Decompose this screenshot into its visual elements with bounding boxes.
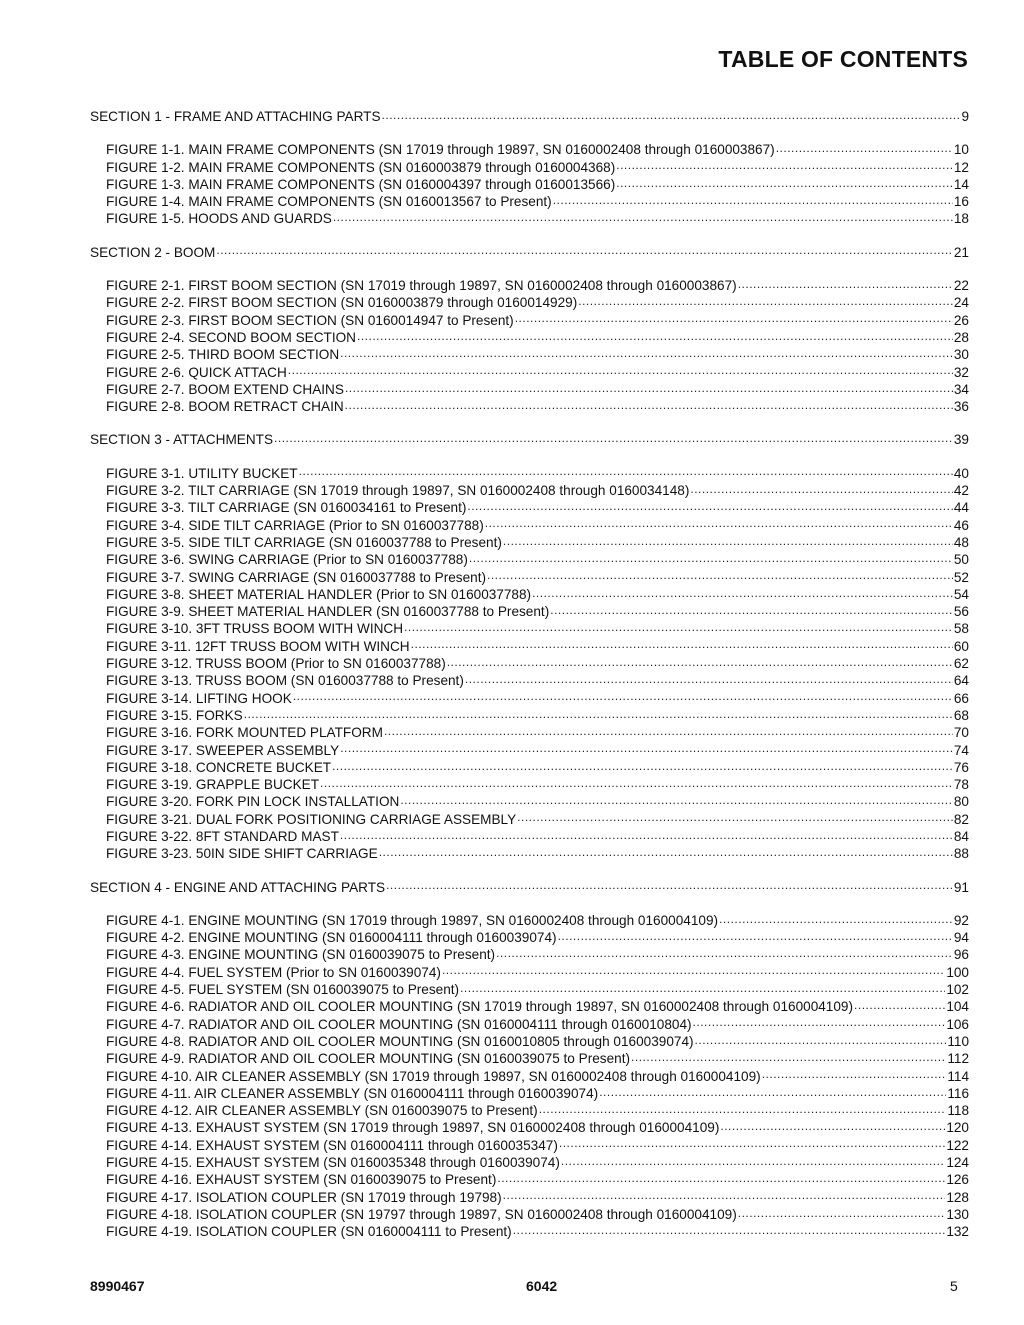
figure-title: FIGURE 4-16. EXHAUST SYSTEM (SN 0160039075 to Present) [106,1172,497,1188]
toc-figure-entry[interactable] [90,277,969,294]
dot-leader [345,382,953,394]
figure-page-number: 94 [953,930,969,946]
page-title: TABLE OF CONTENTS [718,46,968,72]
section-page-number: 39 [953,432,969,448]
dot-leader [515,313,953,325]
figure-page-number: 46 [953,517,969,533]
section-title: SECTION 4 - ENGINE AND ATTACHING PARTS [90,879,386,895]
dot-leader [599,1086,946,1098]
toc-figure-entry[interactable] [90,1137,969,1154]
figure-page-number: 16 [953,194,969,210]
dot-leader [447,656,953,668]
dot-leader [719,913,953,925]
figure-title: FIGURE 3-10. 3FT TRUSS BOOM WITH WINCH [106,621,404,637]
dot-leader [340,829,953,841]
figure-page-number: 32 [953,364,969,380]
dot-leader [485,518,953,530]
toc-figure-entry[interactable] [90,534,969,551]
dot-leader [288,365,953,377]
figure-page-number: 50 [953,552,969,568]
figure-title: FIGURE 4-7. RADIATOR AND OIL COOLER MOUNTING (SN 0160004111 through 0160010804) [106,1016,692,1032]
dot-leader [496,947,953,959]
figure-page-number: 64 [953,673,969,689]
dot-leader [550,604,953,616]
figure-title: FIGURE 1-1. MAIN FRAME COMPONENTS (SN 17019 through 19897, SN 0160002408 through 0160003867) [106,142,775,158]
dot-leader [332,760,953,772]
toc-figure-entry[interactable] [90,551,969,568]
dot-leader [293,691,953,703]
toc-section-entry[interactable] [90,431,969,448]
toc-figure-entry[interactable] [90,742,969,759]
section-title: SECTION 2 - BOOM [90,244,216,260]
figure-title: FIGURE 3-4. SIDE TILT CARRIAGE (Prior to SN 0160037788) [106,517,484,533]
figure-title: FIGURE 3-8. SHEET MATERIAL HANDLER (Prior to SN 0160037788) [106,586,532,602]
figure-title: FIGURE 3-11. 12FT TRUSS BOOM WITH WINCH [106,638,410,654]
dot-leader [379,846,953,858]
section-page-number: 9 [961,109,969,124]
figure-page-number: 110 [947,1033,969,1049]
figure-page-number: 120 [946,1120,969,1136]
toc-figure-entry[interactable] [90,346,969,363]
figure-title: FIGURE 4-2. ENGINE MOUNTING (SN 0160004111 through 0160039074) [106,930,557,946]
figure-page-number: 48 [953,534,969,550]
section-page-number: 21 [953,244,969,260]
toc-figure-entry[interactable] [90,465,969,482]
figure-title: FIGURE 2-3. FIRST BOOM SECTION (SN 0160014947 to Present) [106,312,514,328]
figure-page-number: 68 [953,707,969,723]
section-title: SECTION 3 - ATTACHMENTS [90,432,274,448]
figure-title: FIGURE 3-13. TRUSS BOOM (SN 0160037788 to Present) [106,673,464,689]
dot-leader [340,743,953,755]
figure-title: FIGURE 2-6. QUICK ATTACH [106,364,287,380]
figure-page-number: 118 [947,1103,969,1119]
figure-page-number: 92 [953,912,969,928]
toc-figure-entry[interactable] [90,1154,969,1171]
figure-page-number: 112 [947,1051,969,1067]
dot-leader [274,432,953,444]
figure-title: FIGURE 4-12. AIR CLEANER ASSEMBLY (SN 0160039075 to Present) [106,1103,538,1119]
toc-figure-entry[interactable] [90,845,969,862]
figure-page-number: 88 [953,846,969,862]
figure-title: FIGURE 3-9. SHEET MATERIAL HANDLER (SN 0160037788 to Present) [106,604,550,620]
figure-page-number: 78 [953,777,969,793]
toc-figure-entry[interactable] [90,998,969,1015]
figure-page-number: 122 [946,1137,969,1153]
dot-leader [382,109,961,121]
figure-page-number: 12 [953,159,969,175]
dot-leader [244,708,953,720]
toc-figure-entry[interactable] [90,1033,969,1050]
dot-leader [467,500,952,512]
figure-title: FIGURE 3-17. SWEEPER ASSEMBLY [106,742,340,758]
figure-title: FIGURE 1-4. MAIN FRAME COMPONENTS (SN 0160013567 to Present) [106,194,552,210]
figure-title: FIGURE 2-7. BOOM EXTEND CHAINS [106,381,344,397]
toc-figure-entry[interactable] [90,210,969,227]
toc-figure-entry[interactable] [90,759,969,776]
dot-leader [578,295,953,307]
dot-leader [695,1034,947,1046]
figure-title: FIGURE 3-18. CONCRETE BUCKET [106,759,332,775]
toc-section-entry[interactable] [90,108,969,125]
dot-leader [465,673,953,685]
figure-page-number: 58 [953,621,969,637]
toc-figure-entry[interactable] [90,690,969,707]
toc-figure-entry[interactable] [90,776,969,793]
dot-leader [539,1103,947,1115]
figure-title: FIGURE 2-2. FIRST BOOM SECTION (SN 0160003879 through 0160014929) [106,295,578,311]
figure-title: FIGURE 1-2. MAIN FRAME COMPONENTS (SN 0160003879 through 0160004368) [106,159,616,175]
figure-page-number: 24 [953,295,969,311]
dot-leader [532,587,953,599]
page-number: 5 [950,1278,958,1294]
figure-page-number: 18 [953,211,969,227]
figure-page-number: 104 [946,999,969,1015]
dot-leader [631,1051,946,1063]
toc-figure-entry[interactable] [90,620,969,637]
dot-leader [720,1120,945,1132]
figure-title: FIGURE 3-16. FORK MOUNTED PLATFORM [106,725,383,741]
figure-page-number: 124 [946,1155,969,1171]
figure-title: FIGURE 3-2. TILT CARRIAGE (SN 17019 through 19897, SN 0160002408 through 0160034148) [106,483,690,499]
toc-figure-entry[interactable] [90,312,969,329]
dot-leader [357,330,953,342]
figure-title: FIGURE 2-5. THIRD BOOM SECTION [106,347,340,363]
figure-page-number: 30 [953,347,969,363]
toc-section-entry[interactable] [90,244,969,261]
toc-figure-entry[interactable] [90,381,969,398]
figure-title: FIGURE 4-6. RADIATOR AND OIL COOLER MOUNTING (SN 17019 through 19897, SN 0160002408 through 0160004109) [106,999,854,1015]
figure-page-number: 40 [953,465,969,481]
dot-leader [690,483,952,495]
figure-page-number: 56 [953,604,969,620]
figure-page-number: 74 [953,742,969,758]
figure-page-number: 80 [953,794,969,810]
toc-figure-entry[interactable] [90,482,969,499]
figure-title: FIGURE 3-7. SWING CARRIAGE (SN 0160037788 to Present) [106,569,487,585]
figure-title: FIGURE 2-1. FIRST BOOM SECTION (SN 17019 through 19897, SN 0160002408 through 0160003867) [106,278,737,294]
dot-leader [559,1138,945,1150]
model-number: 6042 [526,1278,558,1294]
toc-figure-entry[interactable] [90,1223,969,1240]
toc-figure-entry[interactable] [90,398,969,415]
toc-figure-entry[interactable] [90,603,969,620]
toc-figure-entry[interactable] [90,141,969,158]
toc-figure-entry[interactable] [90,964,969,981]
toc-figure-entry[interactable] [90,655,969,672]
figure-title: FIGURE 4-10. AIR CLEANER ASSEMBLY (SN 17019 through 19897, SN 0160002408 through 0160004109) [106,1068,761,1084]
figure-page-number: 62 [953,656,969,672]
dot-leader [404,621,953,633]
dot-leader [400,794,953,806]
figure-title: FIGURE 2-4. SECOND BOOM SECTION [106,329,357,345]
toc-figure-entry[interactable] [90,811,969,828]
section-title: SECTION 1 - FRAME AND ATTACHING PARTS [90,109,381,124]
toc-figure-entry[interactable] [90,364,969,381]
figure-page-number: 96 [953,947,969,963]
toc-figure-entry[interactable] [90,793,969,810]
toc-figure-entry[interactable] [90,828,969,845]
toc-figure-entry[interactable] [90,159,969,176]
figure-title: FIGURE 4-11. AIR CLEANER ASSEMBLY (SN 0160004111 through 0160039074) [106,1085,599,1101]
figure-title: FIGURE 3-5. SIDE TILT CARRIAGE (SN 0160037788 to Present) [106,534,502,550]
dot-leader [558,930,953,942]
toc-figure-entry[interactable] [90,329,969,346]
dot-leader [738,278,953,290]
figure-title: FIGURE 4-18. ISOLATION COUPLER (SN 19797 through 19897, SN 0160002408 through 0160004109) [106,1206,737,1222]
figure-title: FIGURE 4-1. ENGINE MOUNTING (SN 17019 through 19897, SN 0160002408 through 0160004109) [106,912,719,928]
figure-page-number: 42 [953,483,969,499]
figure-page-number: 60 [953,638,969,654]
figure-title: FIGURE 2-8. BOOM RETRACT CHAIN [106,399,344,415]
toc-figure-entry[interactable] [90,176,969,193]
toc-figure-entry[interactable] [90,672,969,689]
figure-page-number: 126 [946,1172,969,1188]
toc-figure-entry[interactable] [90,1068,969,1085]
dot-leader [299,466,953,478]
toc-figure-entry[interactable] [90,193,969,210]
figure-title: FIGURE 4-15. EXHAUST SYSTEM (SN 0160035348 through 0160039074) [106,1155,560,1171]
figure-title: FIGURE 3-21. DUAL FORK POSITIONING CARRIAGE ASSEMBLY [106,811,517,827]
dot-leader [497,1172,945,1184]
figure-title: FIGURE 4-13. EXHAUST SYSTEM (SN 17019 through 19897, SN 0160002408 through 0160004109) [106,1120,720,1136]
dot-leader [320,777,953,789]
figure-page-number: 34 [953,381,969,397]
toc-figure-entry[interactable] [90,1171,969,1188]
dot-leader [616,160,953,172]
figure-title: FIGURE 3-1. UTILITY BUCKET [106,465,298,481]
dot-leader [384,725,953,737]
figure-page-number: 44 [953,500,969,516]
toc-figure-entry[interactable] [90,1102,969,1119]
dot-leader [460,982,945,994]
dot-leader [854,999,945,1011]
dot-leader [503,1190,946,1202]
dot-leader [487,570,953,582]
dot-leader [561,1155,945,1167]
figure-page-number: 100 [946,964,969,980]
toc-figure-entry[interactable] [90,929,969,946]
dot-leader [738,1207,946,1219]
dot-leader [553,194,953,206]
figure-page-number: 36 [953,399,969,415]
figure-title: FIGURE 3-3. TILT CARRIAGE (SN 0160034161 to Present) [106,500,467,516]
toc-figure-entry[interactable] [90,912,969,929]
document-number: 8990467 [90,1278,145,1294]
dot-leader [411,639,953,651]
figure-page-number: 52 [953,569,969,585]
figure-page-number: 10 [953,142,969,158]
toc-figure-entry[interactable] [90,981,969,998]
figure-page-number: 84 [953,828,969,844]
figure-title: FIGURE 4-17. ISOLATION COUPLER (SN 17019 through 19798) [106,1189,502,1205]
figure-title: FIGURE 4-9. RADIATOR AND OIL COOLER MOUNTING (SN 0160039075 to Present) [106,1051,631,1067]
figure-title: FIGURE 3-15. FORKS [106,707,243,723]
toc-figure-entry[interactable] [90,294,969,311]
toc-figure-entry[interactable] [90,946,969,963]
dot-leader [386,880,953,892]
figure-page-number: 54 [953,586,969,602]
toc-figure-entry[interactable] [90,1085,969,1102]
figure-title: FIGURE 3-19. GRAPPLE BUCKET [106,777,320,793]
figure-page-number: 106 [946,1016,969,1032]
toc-figure-entry[interactable] [90,517,969,534]
figure-title: FIGURE 4-4. FUEL SYSTEM (Prior to SN 0160039074) [106,964,441,980]
figure-page-number: 114 [947,1068,969,1084]
figure-title: FIGURE 1-5. HOODS AND GUARDS [106,211,332,227]
dot-leader [469,552,953,564]
toc-figure-entry[interactable] [90,1016,969,1033]
dot-leader [693,1017,946,1029]
figure-page-number: 130 [946,1206,969,1222]
figure-title: FIGURE 3-12. TRUSS BOOM (Prior to SN 0160037788) [106,656,446,672]
figure-page-number: 82 [953,811,969,827]
dot-leader [513,1224,946,1236]
dot-leader [776,142,953,154]
figure-page-number: 70 [953,725,969,741]
figure-page-number: 66 [953,690,969,706]
table-of-contents [90,108,969,1241]
figure-page-number: 28 [953,329,969,345]
toc-figure-entry[interactable] [90,569,969,586]
toc-figure-entry[interactable] [90,638,969,655]
figure-title: FIGURE 4-5. FUEL SYSTEM (SN 0160039075 to Present) [106,982,460,998]
dot-leader [340,347,953,359]
figure-page-number: 76 [953,759,969,775]
dot-leader [616,177,953,189]
dot-leader [442,965,945,977]
figure-title: FIGURE 1-3. MAIN FRAME COMPONENTS (SN 0160004397 through 0160013566) [106,176,616,192]
toc-figure-entry[interactable] [90,586,969,603]
dot-leader [345,399,953,411]
toc-figure-entry[interactable] [90,1050,969,1067]
figure-page-number: 22 [953,278,969,294]
figure-title: FIGURE 3-14. LIFTING HOOK [106,690,292,706]
dot-leader [762,1069,947,1081]
figure-title: FIGURE 3-20. FORK PIN LOCK INSTALLATION [106,794,400,810]
toc-figure-entry[interactable] [90,1206,969,1223]
figure-page-number: 132 [946,1224,969,1240]
figure-title: FIGURE 4-19. ISOLATION COUPLER (SN 0160004111 to Present) [106,1224,512,1240]
toc-figure-entry[interactable] [90,1189,969,1206]
toc-figure-entry[interactable] [90,1119,969,1136]
figure-page-number: 26 [953,312,969,328]
toc-figure-entry[interactable] [90,499,969,516]
figure-title: FIGURE 3-23. 50IN SIDE SHIFT CARRIAGE [106,846,378,862]
dot-leader [216,245,952,257]
toc-section-entry[interactable] [90,879,969,896]
dot-leader [333,211,953,223]
figure-page-number: 116 [947,1085,969,1101]
figure-page-number: 128 [946,1189,969,1205]
figure-title: FIGURE 4-3. ENGINE MOUNTING (SN 0160039075 to Present) [106,947,496,963]
figure-title: FIGURE 3-6. SWING CARRIAGE (Prior to SN 0160037788) [106,552,468,568]
dot-leader [517,812,953,824]
figure-page-number: 102 [946,982,969,998]
figure-title: FIGURE 4-14. EXHAUST SYSTEM (SN 0160004111 through 0160035347) [106,1137,558,1153]
toc-figure-entry[interactable] [90,707,969,724]
section-page-number: 91 [953,879,969,895]
figure-page-number: 14 [953,176,969,192]
figure-title: FIGURE 3-22. 8FT STANDARD MAST [106,828,339,844]
figure-title: FIGURE 4-8. RADIATOR AND OIL COOLER MOUNTING (SN 0160010805 through 0160039074) [106,1033,694,1049]
dot-leader [503,535,953,547]
toc-figure-entry[interactable] [90,724,969,741]
